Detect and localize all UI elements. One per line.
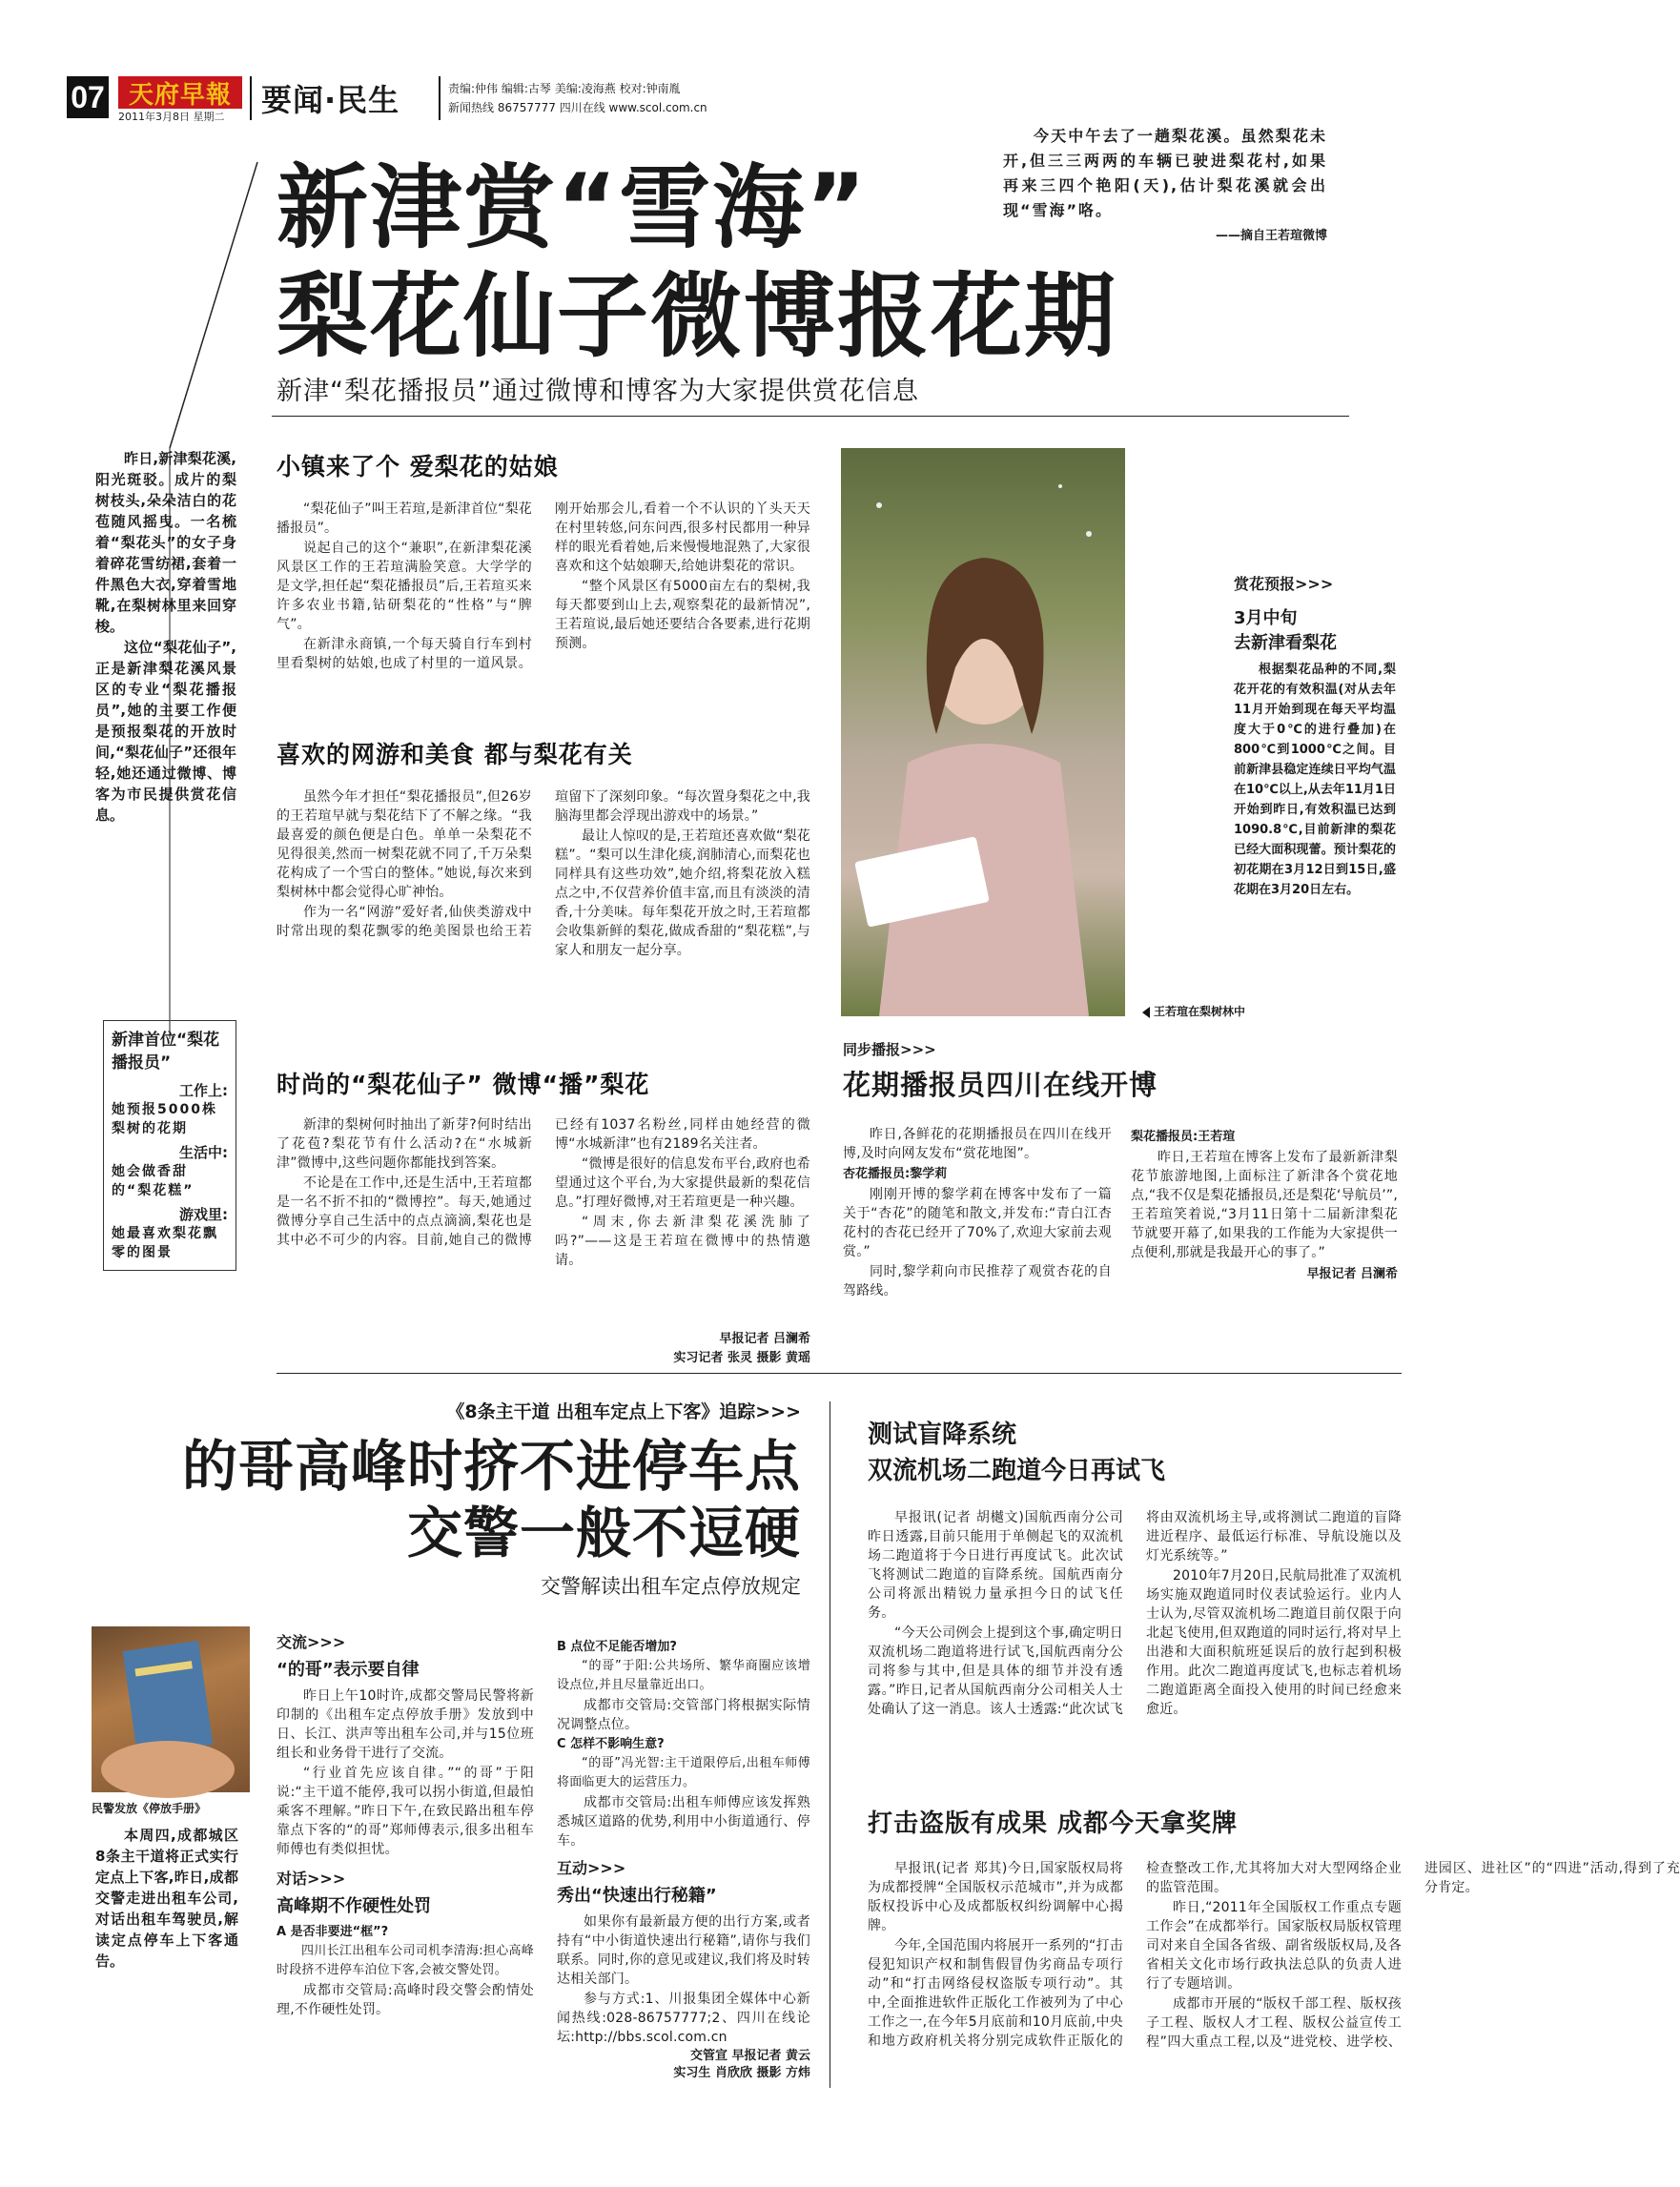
qa-b-question: B 点位不足能否增加?	[557, 1640, 677, 1654]
interact-label: 互动>>>	[557, 1859, 626, 1877]
s1-p2: 说起自己的这个“兼职”,在新津梨花溪风景区工作的王若瑄满脸笑意。大学学的是文学,担任起“梨花播报员”后,王若瑄买来许多农业书籍,钻研梨花的“性格”与“脾气”。	[277, 541, 532, 632]
airport-title2: 双流机场二跑道今日再试飞	[868, 1457, 1166, 1485]
qa-b-police: 成都市交管局:交管部门将根据实际情况调整点位。	[557, 1698, 810, 1732]
qa-c-question: C 怎样不影响生意?	[557, 1737, 665, 1751]
s3-p2: 不论是在工作中,还是生活中,王若瑄都是一名不折不扣的“微博控”。每天,她通过微博分享自己生活中的点点滴滴,梨花也是其中必不可少的内容。目前,她自己的微博已经有1037名粉丝,同样由她经营的微博“水城新津”也有2189名关注者。	[277, 1117, 810, 1248]
mid-rule	[277, 1373, 1402, 1374]
s1-p3: 在新津永商镇,一个每天骑自行车到村里看梨树的姑娘,也成了村里的一道风景。刚开始那会儿,看着一个不认识的丫头天天在村里转悠,问东问西,很多村民都用一种异样的眼光看着她,后来慢慢地混熟了,大家很喜欢和这个姑娘聊天,给她讲梨花的常识。	[277, 501, 810, 671]
sync-credit: 早报记者 吕澜希	[1306, 1267, 1398, 1281]
sidebar-para-1: 昨日,新津梨花溪,阳光斑驳。成片的梨树枝头,朵朵洁白的花苞随风摇曳。一名梳着“梨花头”的女子身着碎花雪纺裙,套着一件黑色大衣,穿着雪地靴,在梨树林里来回穿梭。	[95, 450, 236, 635]
profile-title: 新津首位“梨花播报员”	[112, 1031, 220, 1073]
interact-join: 参与方式:1、川报集团全媒体中心新闻热线:028-86757777;2、四川在线论坛:http://bbs.scol.com.cn	[557, 1992, 810, 2045]
section3-body	[277, 1115, 810, 1335]
main-subtitle: 新津“梨花播报员”通过微博和博客为大家提供赏花信息	[277, 377, 919, 406]
sidebar-para-2: 这位“梨花仙子”,正是新津梨花溪风景区的专业“梨花播报员”,她的主要工作便是预报梨花的开放时间,“梨花仙子”还很年轻,她还通过微博、博客为市民提供赏花信息。	[95, 639, 236, 824]
apricot-p2: 同时,黎学莉向市民推荐了观赏杏花的自驾路线。	[843, 1264, 1112, 1298]
qa-b-answer: “的哥”于阳:公共场所、繁华商圈应该增设点位,并且尽量靠近出口。	[557, 1659, 810, 1692]
dialog-label: 对话>>>	[277, 1870, 346, 1888]
taxi-p2: “行业首先应该自律。”“的哥”于阳说:“主干道不能停,我可以拐小街道,但最怕乘客不理解。”昨日下午,在致民路出租车停靠点下客的“的哥”郑师傅表示,很多出租车师傅也有类似担忧。	[277, 1766, 534, 1857]
profile-life-label: 生活中:	[179, 1144, 228, 1161]
photo-police-handbook	[92, 1626, 250, 1792]
forecast-title1: 3月中旬	[1234, 608, 1298, 628]
sync-label: 同步播报>>>	[843, 1041, 936, 1058]
issue-date: 2011年3月8日 星期二	[118, 111, 225, 123]
apricot-p1: 刚刚开博的黎学莉在博客中发布了一篇关于“杏花”的随笔和散文,并发布:“青白江杏花村的杏花已经开了70%了,欢迎大家前去观赏。”	[843, 1187, 1112, 1259]
taxi-follow: 《8条主干道 出租车定点上下客》追踪>>>	[446, 1401, 801, 1422]
paper-logo: 天府早報	[118, 76, 242, 109]
photo-woman-in-pear-orchard	[841, 448, 1125, 1016]
airport-p3: 2010年7月20日,民航局批准了双流机场实施双跑道同时仪表试验运行。业内人士认为,尽管双流机场二跑道目前仅限于向北起飞使用,但双跑道的同时运行,将对早上出港和大面积航班延误后的放行起到积极作用。此次二跑道再度试飞,也标志着机场二跑道距离全面投入使用的时间已经愈来愈近。	[1146, 1568, 1402, 1717]
s2-p2: 作为一名“网游”爱好者,仙侠类游戏中时常出现的梨花飘零的绝美图景也给王若瑄留下了深刻印象。“每次置身梨花之中,我脑海里都会浮现出游戏中的场景。”	[277, 789, 810, 939]
pear-p1: 昨日,王若瑄在博客上发布了最新新津梨花节旅游地图,上面标注了新津各个赏花地点,“我不仅是梨花播报员,还是梨花‘导航员’”,王若瑄笑着说,“3月11日第十二届新津梨花节就要开幕了,如果我的工作能为大家提供一点便利,那就是我最开心的事了。”	[1131, 1150, 1398, 1260]
qa-a-question: A 是否非要进“框”?	[277, 1925, 389, 1939]
quote-source: ——摘自王若瑄微博	[1215, 229, 1327, 243]
s3-p1: 新津的梨树何时抽出了新芽?何时结出了花苞?梨花节有什么活动?在“水城新津”微博中,这些问题你都能找到答案。	[277, 1117, 532, 1171]
title-rule	[272, 416, 1349, 417]
taxi-lead: 本周四,成都城区8条主干道将正式实行定点上下客,昨日,成都交警走进出租车公司,对话出租车驾驶员,解读定点停车上下客通告。	[95, 1827, 238, 1970]
taxi-credit2: 实习生 肖欣欣 摄影 方炜	[673, 2066, 810, 2080]
s1-p4: “整个风景区有5000亩左右的梨树,我每天都要到山上去,观察梨花的最新情况”,王若瑄说,最后她还要结合各要素,进行花期预测。	[555, 579, 810, 651]
s3-p3: “微博是很好的信息发布平台,政府也希望通过这个平台,为大家提供最新的梨花信息。”打理好微博,对王若瑄更是一种兴趣。	[555, 1156, 810, 1210]
main-title-line1: 新津赏“雪海”	[277, 154, 869, 261]
taxi-subtitle: 交警解读出租车定点停放规定	[541, 1575, 801, 1598]
forecast-text: 根据梨花品种的不同,梨花开花的有效积温(对从去年11月开始到现在每天平均温度大于0℃的进行叠加)在800℃到1000℃之间。目前新津县稳定连续日平均气温在10℃以上,从去年11月1日开始到昨日,有效积温已达到1090.8℃,目前新津的梨花已经大面积现蕾。预计梨花的初花期在3月12日到15日,盛花期在3月20日左右。	[1234, 663, 1396, 897]
taxi-col1	[277, 1630, 534, 2020]
pear-label: 梨花播报员:王若瑄	[1131, 1130, 1236, 1144]
taxi-col2	[557, 1638, 810, 2082]
photo1-caption	[1142, 1003, 1245, 1019]
page-number: 07	[67, 76, 109, 118]
interact-title: 秀出“快速出行秘籍”	[557, 1886, 717, 1906]
taxi-credit1: 交管宣 早报记者 黄云	[689, 2049, 810, 2063]
profile-life-text: 她会做香甜的“梨花糕”	[112, 1164, 195, 1198]
qa-c-police: 成都市交管局:出租车师傅应该发挥熟悉城区道路的优势,利用中小街道通行、停车。	[557, 1795, 810, 1849]
sync-p1: 昨日,各鲜花的花期播报员在四川在线开博,及时向网友发布“赏花地图”。	[843, 1127, 1112, 1161]
piracy-p4: 成都市开展的“版权千部工程、版权孩子工程、版权人才工程、版权公益宣传工程”四大重点工程,以及“进党校、进学校、进园区、进社区”的“四进”活动,得到了充分肯定。	[1146, 1861, 1680, 2050]
sidebar-lead	[95, 448, 236, 826]
photo-illustration	[841, 448, 1125, 1016]
taxi-title2: 交警一般不逗硬	[406, 1501, 801, 1565]
hotline-line: 新闻热线 86757777 四川在线 www.scol.com.cn	[448, 101, 707, 114]
sync-right-col	[1131, 1127, 1398, 1283]
sync-title: 花期播报员四川在线开博	[843, 1069, 1158, 1101]
qa-a-police: 成都市交管局:高峰时段交警会酌情处理,不作硬性处罚。	[277, 1983, 534, 2017]
piracy-body	[868, 1859, 1680, 2088]
taxi-p1: 昨日上午10时许,成都交警局民警将新印制的《出租车定点停放手册》发放到中日、长江、洪声等出租车公司,并与15位班组长和业务骨干进行了交流。	[277, 1688, 534, 1761]
dialog-title: 高峰期不作硬性处罚	[277, 1896, 431, 1916]
profile-game-label: 游戏里:	[179, 1206, 228, 1223]
airport-title1: 测试盲降系统	[868, 1421, 1017, 1449]
piracy-p2: 今年,全国范围内将展开一系列的“打击侵犯知识产权和制售假冒伪劣商品专项行动”和“打击网络侵权盗版专项行动”。其中,全面推进软件正版化工作被列为了中心工作之一,在今年5月底前和10月底前,中央和地方政府机关将分别完成软件正版化的检查整改工作,尤其将加大对大型网络企业的监管范围。	[868, 1861, 1402, 2049]
taxi-photo-caption: 民警发放《停放手册》	[92, 1802, 207, 1815]
exchange-label: 交流>>>	[277, 1633, 346, 1651]
taxi-title1: 的哥高峰时挤不进停车点	[181, 1434, 801, 1499]
s2-p3: 最让人惊叹的是,王若瑄还喜欢做“梨花糕”。“梨可以生津化痰,润肺清心,而梨花也同样具有这些功效”,她介绍,将梨花放入糕点之中,不仅营养价值丰富,而且有淡淡的清香,十分美味。每年梨花开放之时,王若瑄都会收集新鲜的梨花,做成香甜的“梨花糕”,与家人和朋友一起分享。	[555, 828, 810, 958]
exchange-title: “的哥”表示要自律	[277, 1660, 420, 1680]
photo1-caption-text: 王若瑄在梨树林中	[1154, 1005, 1246, 1018]
profile-game-text: 她最喜欢梨花飘零的图景	[112, 1226, 218, 1260]
weibo-quote: 今天中午去了一趟梨花溪。虽然梨花未开,但三三两两的车辆已驶进梨花村,如果再来三四个艳阳(天),估计梨花溪就会出现“雪海”咯。	[1003, 127, 1327, 219]
forecast-label: 赏花预报>>>	[1234, 575, 1334, 593]
qa-c-answer: “的哥”冯光智:主干道限停后,出租车师傅将面临更大的运营压力。	[557, 1756, 810, 1789]
section2-body	[277, 787, 810, 1035]
section1-heading: 小镇来了个 爱梨花的姑娘	[277, 453, 559, 480]
section1-body	[277, 500, 810, 704]
section-name: 要闻·民生	[261, 82, 400, 118]
section2-heading: 喜欢的网游和美食 都与梨花有关	[277, 741, 633, 768]
s2-p1: 虽然今年才担任“梨花播报员”,但26岁的王若瑄早就与梨花结下了不解之缘。“我最喜爱的颜色便是白色。单单一朵梨花不见得很美,然而一树梨花就不同了,千万朵梨花构成了一个雪白的整体。”她说,每次来到梨树林中都会觉得心旷神怡。	[277, 789, 532, 900]
caption-arrow-icon	[1142, 1007, 1150, 1018]
airport-p2: “今天公司例会上提到这个事,确定明日双流机场二跑道将进行试飞,国航西南分公司将参与其中,但是具体的细节并没有透露。”昨日,记者从国航西南分公司相关人士处确认了这一消息。该人士透露:“此次试飞将由双流机场主导,或将测试二跑道的盲降进近程序、最低运行标准、导航设施以及灯光系统等。”	[868, 1510, 1402, 1717]
profile-work-label: 工作上:	[179, 1082, 228, 1099]
header-divider	[250, 76, 252, 120]
interact-text: 如果你有最新最方便的出行方案,或者持有“中小街道快速出行秘籍”,请你与我们联系。同时,你的意见或建议,我们将及时转达相关部门。	[557, 1914, 810, 1987]
handbook-illustration	[92, 1626, 250, 1792]
editors-line: 责编:仲伟 编辑:古琴 美编:凌海燕 校对:钟南胤	[448, 82, 681, 95]
qa-a-answer: 四川长江出租车公司司机李清海:担心高峰时段挤不进停车泊位下客,会被交警处罚。	[277, 1944, 534, 1977]
airport-p1: 早报讯(记者 胡樾文)国航西南分公司昨日透露,目前只能用于单侧起飞的双流机场二跑道将于今日进行再度试飞。此次试飞将测试二跑道的盲降系统。国航西南分公司将派出精锐力量承担今日的试飞任务。	[868, 1510, 1123, 1621]
profile-work-text: 她预报5000株梨树的花期	[112, 1102, 217, 1136]
section3-credit1: 早报记者 吕澜希	[719, 1332, 810, 1346]
piracy-p3: 昨日,“2011年全国版权工作重点专题工作会”在成都举行。国家版权局版权管理司对来自全国各省级、副省级版权局,及各省相关文化市场行政执法总队的负责人进行了专题培训。	[1146, 1900, 1402, 1992]
section3-credit2: 实习记者 张灵 摄影 黄瑶	[673, 1351, 810, 1365]
profile-box	[103, 1020, 236, 1271]
s3-p4: “周末,你去新津梨花溪洗肺了吗?”——这是王若瑄在微博中的热情邀请。	[555, 1215, 810, 1268]
airport-body	[868, 1508, 1402, 1769]
main-title-line2: 梨花仙子微博报花期	[277, 263, 1117, 370]
forecast-title2: 去新津看梨花	[1234, 633, 1337, 653]
piracy-title: 打击盗版有成果 成都今天拿奖牌	[868, 1809, 1239, 1838]
header-divider-2	[439, 76, 440, 120]
section3-heading: 时尚的“梨花仙子” 微博“播”梨花	[277, 1071, 650, 1098]
piracy-p1: 早报讯(记者 郑其)今日,国家版权局将为成都授牌“全国版权示范城市”,并为成都版权投诉中心及成都版权纠纷调解中心揭牌。	[868, 1861, 1123, 1933]
apricot-label: 杏花播报员:黎学莉	[843, 1167, 948, 1181]
sync-left-col	[843, 1125, 1112, 1301]
s1-p1: “梨花仙子”叫王若瑄,是新津首位“梨花播报员”。	[277, 501, 533, 536]
